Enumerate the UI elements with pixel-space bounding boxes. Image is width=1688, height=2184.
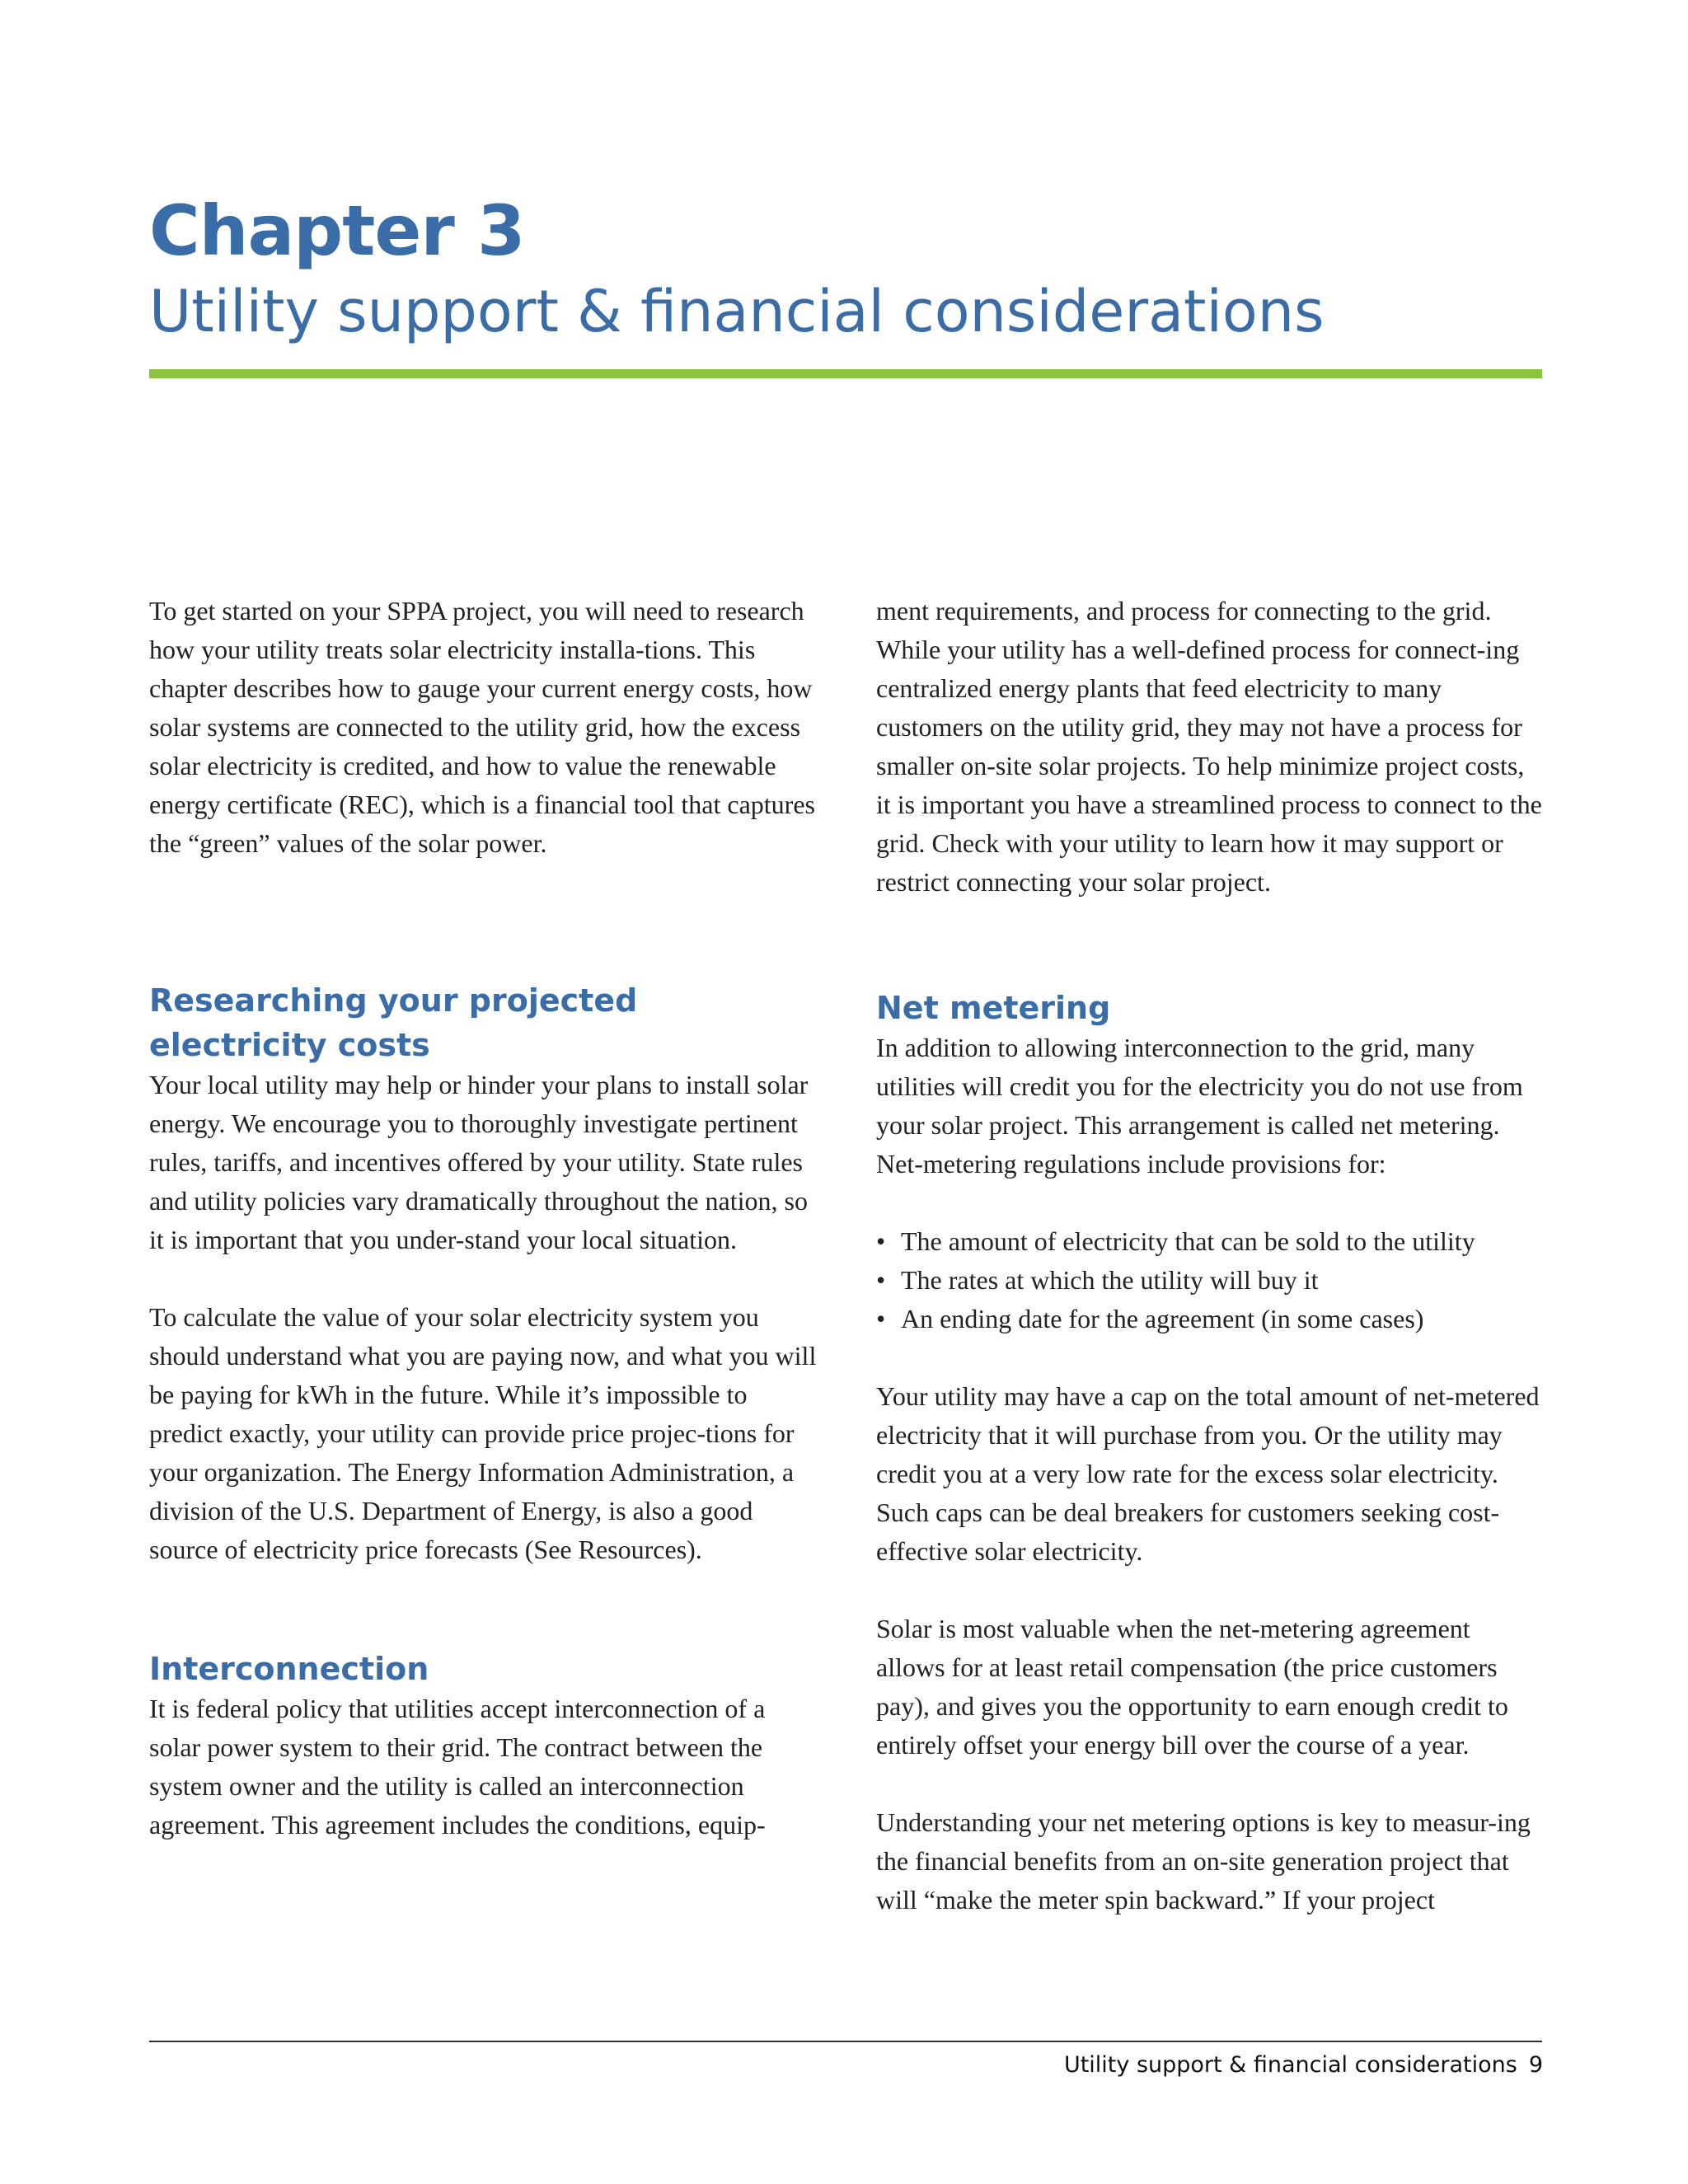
- heading-researching: Researching your projected electricity costs: [149, 982, 638, 1063]
- footer: [1064, 2052, 1543, 2078]
- title-rule: [149, 369, 1542, 378]
- list-item: • The amount of electricity that can be sold to the utility: [876, 1222, 1544, 1261]
- bullet-icon: •: [876, 1265, 886, 1295]
- researching-paragraph-2: To calculate the value of your solar electricity system you should understand what you are paying now, and what you will be paying for kWh in the future. While it’s impossible to predict exactly, your utility can provide price projec-tions for your organization. The Energy Information Administration, a division of the U.S. Department of Energy, is also a good source of electricity price forecasts (See Resources).: [149, 1302, 817, 1564]
- chapter-number: Chapter 3: [149, 190, 525, 271]
- bullet-icon: •: [876, 1304, 886, 1333]
- net-metering-provisions-list: [876, 1222, 1544, 1338]
- interconnection-paragraph: It is federal policy that utilities accept interconnection of a solar power system to their grid. The contract between the system owner and the utility is called an interconnection agreement. This agreement includes the conditions, equip-: [149, 1694, 766, 1840]
- footer-rule: [149, 2041, 1542, 2042]
- chapter-title: Utility support & financial considerations: [149, 278, 1325, 345]
- net-metering-paragraph-1: In addition to allowing interconnection to the grid, many utilities will credit you for the electricity you do not use from your solar project. This arrangement is called net metering. Net-metering regulations include provisions for:: [876, 1033, 1523, 1179]
- left-column: [149, 978, 817, 1883]
- intro-right-column: [876, 592, 1544, 940]
- researching-paragraph-1: Your local utility may help or hinder your plans to install solar energy. We encourage you to thoroughly investigate pertinent rules, tariffs, and incentives offered by your utility. State rules and utility policies vary dramatically throughout the nation, so it is important that you under-stand your local situation.: [149, 1070, 809, 1254]
- heading-interconnection: Interconnection: [149, 1651, 429, 1687]
- section-gap: [149, 1608, 817, 1647]
- net-metering-paragraph-3: Solar is most valuable when the net-metering agreement allows for at least retail compensation (the price customers pay), and gives you the opportunity to earn enough credit to entirely offset your energy bill over the course of a year.: [876, 1614, 1508, 1760]
- net-metering-paragraph-4: Understanding your net metering options is key to measur-ing the financial benefits from an on-site generation project that will “make the meter spin backward.” If your project: [876, 1807, 1531, 1915]
- list-item: • The rates at which the utility will buy it: [876, 1261, 1544, 1300]
- footer-running-title: Utility support & financial considerations: [1063, 2052, 1517, 2078]
- intro-continuation-paragraph: ment requirements, and process for connecting to the grid. While your utility has a well-defined process for connect-ing centralized energy plants that feed electricity to many customers on the utility grid, they may not have a process for smaller on-site solar projects. To help minimize project costs, it is important you have a streamlined process to connect to the grid. Check with your utility to learn how it may support or restrict connecting your solar project.: [876, 596, 1542, 897]
- intro-paragraph: To get started on your SPPA project, you will need to research how your utility treats solar electricity installa-tions. This chapter describes how to gauge your current energy costs, how solar systems are connected to the utility grid, how the excess solar electricity is credited, and how to value the renewable energy certificate (REC), which is a financial tool that captures the “green” values of the solar power.: [149, 596, 815, 858]
- right-column: [876, 986, 1544, 1958]
- intro-left-column: [149, 592, 817, 902]
- net-metering-paragraph-2: Your utility may have a cap on the total amount of net-metered electricity that it will purchase from you. Or the utility may credit you at a very low rate for the excess solar electricity. Such caps can be deal breakers for customers seeking cost-effective solar electricity.: [876, 1381, 1540, 1566]
- page-number: 9: [1528, 2052, 1543, 2078]
- bullet-icon: •: [876, 1226, 886, 1256]
- heading-net-metering: Net metering: [876, 990, 1111, 1026]
- list-item: • An ending date for the agreement (in some cases): [876, 1300, 1544, 1338]
